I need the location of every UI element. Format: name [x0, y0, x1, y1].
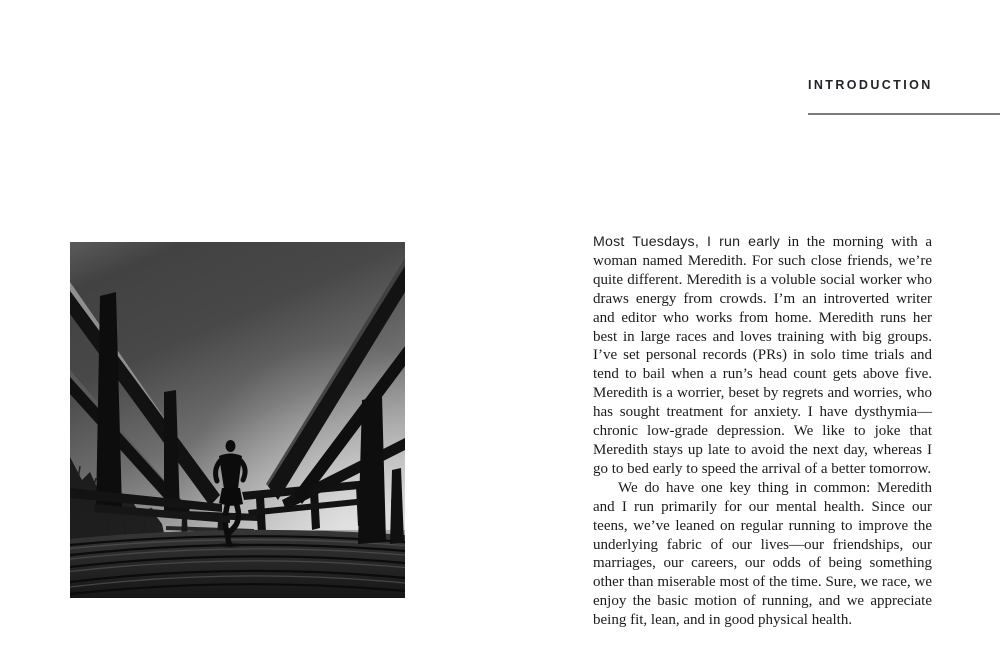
- chapter-header: [808, 78, 1000, 115]
- paragraph-2: We do have one key thing in common: Meredith and I run primarily for our mental health. Since our teens, we’ve leaned on regular running to improve the underlying fabric of our lives—our friendships, our marriages, our careers, our odds of being something other than miserable most of the time. Sure, we race, we enjoy the basic motion of running, and we appreciate being fit, lean, and in good physical health.: [593, 479, 932, 629]
- opening-phrase: Most Tuesdays, I run early: [593, 234, 780, 250]
- body-text: [593, 233, 932, 630]
- header-rule: [808, 113, 1000, 115]
- runner-boardwalk-photo: [70, 242, 405, 598]
- chapter-title: INTRODUCTION: [808, 78, 933, 92]
- paragraph-1-rest: in the morning with a woman named Meredith. For such close friends, we’re quite different. Meredith is a voluble social worker who draws energy from crowds. I’m an introverted writer and editor who works from home. Meredith runs her best in large races and loves training with big groups. I’ve set personal records (PRs) in solo time trials and tend to bail when a run’s head count gets above five. Meredith is a worrier, beset by regrets and worries, who has sought treatment for anxiety. I have dysthymia—chronic low-grade depression. We like to joke that Meredith stays up late to avoid the next day, whereas I go to bed early to speed the arrival of a better tomorrow.: [593, 234, 932, 477]
- paragraph-1: [593, 233, 932, 479]
